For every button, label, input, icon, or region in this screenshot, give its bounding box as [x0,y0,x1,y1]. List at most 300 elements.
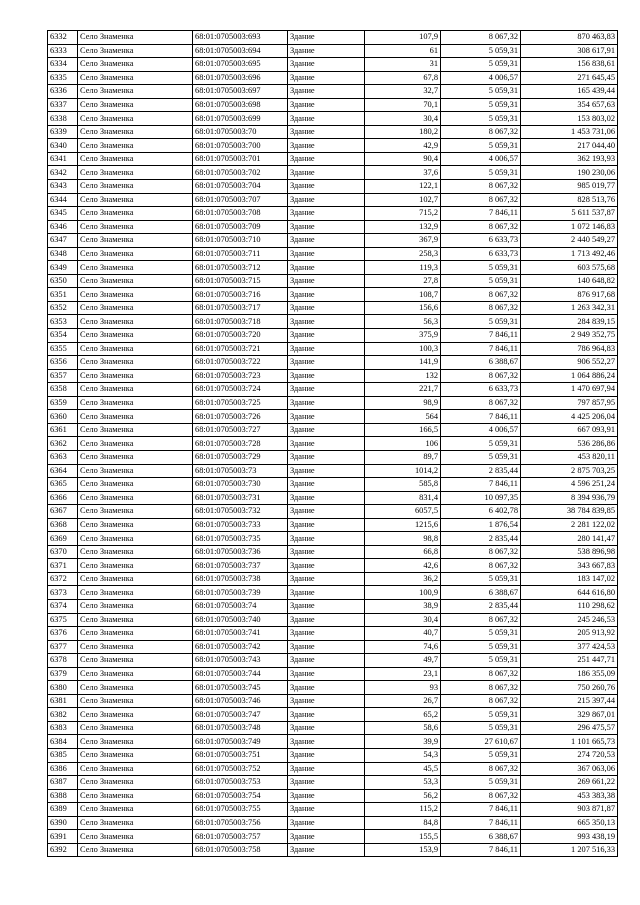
cell-specific-value: 6 633,73 [441,247,521,261]
cell-object-type: Здание [288,31,365,45]
table-row [48,505,618,519]
cell-cadastral-number: 68:01:0705003:758 [193,843,288,857]
cell-object-type: Здание [288,627,365,641]
cell-settlement: Село Знаменка [78,532,193,546]
cell-row-number: 6353 [48,315,78,329]
cell-cadastral-number: 68:01:0705003:717 [193,301,288,315]
cell-area: 100,3 [365,342,441,356]
cell-cadastral-value: 165 439,44 [521,85,618,99]
table-row [48,383,618,397]
table-row [48,193,618,207]
cell-cadastral-value: 296 475,57 [521,721,618,735]
cell-area: 156,6 [365,301,441,315]
cell-settlement: Село Знаменка [78,369,193,383]
cell-area: 98,9 [365,396,441,410]
cell-specific-value: 6 388,67 [441,830,521,844]
table-row [48,478,618,492]
cell-cadastral-value: 205 913,92 [521,627,618,641]
cell-specific-value: 6 633,73 [441,234,521,248]
cell-cadastral-number: 68:01:0705003:702 [193,166,288,180]
cell-cadastral-number: 68:01:0705003:696 [193,71,288,85]
cell-cadastral-value: 38 784 839,85 [521,505,618,519]
table-row [48,843,618,857]
cell-cadastral-number: 68:01:0705003:743 [193,654,288,668]
cell-specific-value: 5 059,31 [441,139,521,153]
cell-settlement: Село Знаменка [78,383,193,397]
cell-cadastral-number: 68:01:0705003:725 [193,396,288,410]
cell-area: 107,9 [365,31,441,45]
cell-cadastral-number: 68:01:0705003:749 [193,735,288,749]
cell-object-type: Здание [288,464,365,478]
cell-area: 102,7 [365,193,441,207]
cell-area: 70,1 [365,98,441,112]
table-row [48,532,618,546]
cell-specific-value: 8 067,32 [441,396,521,410]
cell-row-number: 6367 [48,505,78,519]
cell-settlement: Село Знаменка [78,748,193,762]
table-row [48,261,618,275]
cell-object-type: Здание [288,572,365,586]
cell-area: 65,2 [365,708,441,722]
cell-cadastral-value: 906 552,27 [521,356,618,370]
cell-object-type: Здание [288,152,365,166]
cell-cadastral-number: 68:01:0705003:697 [193,85,288,99]
cell-row-number: 6354 [48,329,78,343]
cell-area: 42,6 [365,559,441,573]
cell-cadastral-number: 68:01:0705003:721 [193,342,288,356]
cell-object-type: Здание [288,234,365,248]
cell-cadastral-number: 68:01:0705003:755 [193,803,288,817]
cell-object-type: Здание [288,762,365,776]
cell-settlement: Село Знаменка [78,207,193,221]
cell-row-number: 6333 [48,44,78,58]
cell-row-number: 6375 [48,613,78,627]
cell-row-number: 6335 [48,71,78,85]
cell-area: 715,2 [365,207,441,221]
cell-object-type: Здание [288,613,365,627]
cell-specific-value: 7 846,11 [441,410,521,424]
cell-area: 38,9 [365,599,441,613]
cell-object-type: Здание [288,681,365,695]
cell-cadastral-value: 1 263 342,31 [521,301,618,315]
cell-cadastral-number: 68:01:0705003:757 [193,830,288,844]
cell-row-number: 6338 [48,112,78,126]
cell-cadastral-value: 538 896,98 [521,545,618,559]
table-row [48,667,618,681]
cell-object-type: Здание [288,98,365,112]
cell-cadastral-value: 153 803,02 [521,112,618,126]
cell-row-number: 6377 [48,640,78,654]
table-row [48,518,618,532]
table-row [48,166,618,180]
cell-cadastral-value: 186 355,09 [521,667,618,681]
cell-cadastral-number: 68:01:0705003:715 [193,274,288,288]
table-row [48,613,618,627]
cell-area: 122,1 [365,180,441,194]
table-row [48,234,618,248]
cell-cadastral-number: 68:01:0705003:742 [193,640,288,654]
table-row [48,288,618,302]
cell-area: 27,8 [365,274,441,288]
cell-object-type: Здание [288,789,365,803]
cell-cadastral-value: 993 438,19 [521,830,618,844]
table-row [48,342,618,356]
cell-cadastral-value: 362 193,93 [521,152,618,166]
cell-row-number: 6371 [48,559,78,573]
cell-object-type: Здание [288,342,365,356]
cell-area: 56,2 [365,789,441,803]
cell-area: 89,7 [365,450,441,464]
cell-settlement: Село Знаменка [78,152,193,166]
cell-object-type: Здание [288,112,365,126]
cell-cadastral-value: 1 064 886,24 [521,369,618,383]
cell-area: 132 [365,369,441,383]
cell-cadastral-value: 2 875 703,25 [521,464,618,478]
cell-cadastral-value: 4 425 206,04 [521,410,618,424]
cell-cadastral-value: 140 648,82 [521,274,618,288]
cell-row-number: 6332 [48,31,78,45]
cell-row-number: 6339 [48,125,78,139]
cell-settlement: Село Знаменка [78,437,193,451]
cell-settlement: Село Знаменка [78,843,193,857]
cell-specific-value: 5 059,31 [441,654,521,668]
cell-cadastral-number: 68:01:0705003:710 [193,234,288,248]
cell-specific-value: 8 067,32 [441,301,521,315]
table-row [48,44,618,58]
cell-cadastral-value: 269 661,22 [521,776,618,790]
cell-specific-value: 5 059,31 [441,572,521,586]
cell-cadastral-value: 1 101 665,73 [521,735,618,749]
cell-specific-value: 8 067,32 [441,559,521,573]
cell-row-number: 6386 [48,762,78,776]
cell-row-number: 6365 [48,478,78,492]
cell-row-number: 6346 [48,220,78,234]
table-row [48,627,618,641]
cell-row-number: 6336 [48,85,78,99]
cell-object-type: Здание [288,315,365,329]
cell-object-type: Здание [288,261,365,275]
cell-area: 180,2 [365,125,441,139]
cell-specific-value: 7 846,11 [441,816,521,830]
cell-area: 166,5 [365,423,441,437]
cell-cadastral-value: 308 617,91 [521,44,618,58]
cell-row-number: 6358 [48,383,78,397]
cell-row-number: 6348 [48,247,78,261]
cell-cadastral-value: 2 281 122,02 [521,518,618,532]
cell-cadastral-value: 251 447,71 [521,654,618,668]
table-row [48,180,618,194]
cell-cadastral-number: 68:01:0705003:752 [193,762,288,776]
cell-row-number: 6376 [48,627,78,641]
cell-settlement: Село Знаменка [78,776,193,790]
cell-row-number: 6368 [48,518,78,532]
cell-area: 93 [365,681,441,695]
cell-settlement: Село Знаменка [78,450,193,464]
table-row [48,58,618,72]
cell-area: 141,9 [365,356,441,370]
cell-area: 90,4 [365,152,441,166]
cell-settlement: Село Знаменка [78,261,193,275]
cell-cadastral-number: 68:01:0705003:753 [193,776,288,790]
cell-row-number: 6347 [48,234,78,248]
cell-area: 39,9 [365,735,441,749]
cell-area: 26,7 [365,694,441,708]
cell-row-number: 6369 [48,532,78,546]
cell-specific-value: 7 846,11 [441,803,521,817]
cell-area: 153,9 [365,843,441,857]
cell-object-type: Здание [288,85,365,99]
cell-row-number: 6345 [48,207,78,221]
cell-row-number: 6385 [48,748,78,762]
cell-specific-value: 5 059,31 [441,112,521,126]
cell-row-number: 6370 [48,545,78,559]
cell-row-number: 6378 [48,654,78,668]
table-row [48,599,618,613]
cell-settlement: Село Знаменка [78,559,193,573]
table-row [48,98,618,112]
cell-settlement: Село Знаменка [78,613,193,627]
cell-settlement: Село Знаменка [78,410,193,424]
cell-specific-value: 5 059,31 [441,437,521,451]
cell-row-number: 6364 [48,464,78,478]
cell-cadastral-number: 68:01:0705003:747 [193,708,288,722]
cell-specific-value: 5 059,31 [441,85,521,99]
cell-settlement: Село Знаменка [78,586,193,600]
table-row [48,274,618,288]
cell-specific-value: 5 059,31 [441,627,521,641]
cell-settlement: Село Знаменка [78,681,193,695]
table-row [48,559,618,573]
cell-object-type: Здание [288,220,365,234]
table-row [48,410,618,424]
cell-settlement: Село Знаменка [78,721,193,735]
cell-cadastral-value: 5 611 537,87 [521,207,618,221]
cell-settlement: Село Знаменка [78,708,193,722]
cell-settlement: Село Знаменка [78,329,193,343]
cell-settlement: Село Знаменка [78,464,193,478]
table-row [48,708,618,722]
cell-settlement: Село Знаменка [78,166,193,180]
cell-specific-value: 7 846,11 [441,843,521,857]
cell-specific-value: 5 059,31 [441,748,521,762]
table-row [48,694,618,708]
cell-cadastral-number: 68:01:0705003:756 [193,816,288,830]
cell-cadastral-number: 68:01:0705003:727 [193,423,288,437]
cell-cadastral-number: 68:01:0705003:741 [193,627,288,641]
cell-specific-value: 8 067,32 [441,667,521,681]
cell-cadastral-value: 786 964,83 [521,342,618,356]
cell-row-number: 6387 [48,776,78,790]
cell-cadastral-value: 190 230,06 [521,166,618,180]
cell-settlement: Село Знаменка [78,31,193,45]
cell-area: 119,3 [365,261,441,275]
cell-object-type: Здание [288,654,365,668]
cell-area: 30,4 [365,112,441,126]
cell-settlement: Село Знаменка [78,762,193,776]
cell-object-type: Здание [288,640,365,654]
cell-row-number: 6350 [48,274,78,288]
cell-cadastral-number: 68:01:0705003:738 [193,572,288,586]
cell-cadastral-value: 8 394 936,79 [521,491,618,505]
cell-row-number: 6359 [48,396,78,410]
cell-specific-value: 8 067,32 [441,125,521,139]
cell-cadastral-value: 453 383,38 [521,789,618,803]
cell-row-number: 6349 [48,261,78,275]
cell-settlement: Село Знаменка [78,640,193,654]
cell-row-number: 6355 [48,342,78,356]
cell-area: 40,7 [365,627,441,641]
table-row [48,803,618,817]
cell-cadastral-value: 271 645,45 [521,71,618,85]
cell-settlement: Село Знаменка [78,599,193,613]
cell-cadastral-number: 68:01:0705003:754 [193,789,288,803]
cell-object-type: Здание [288,180,365,194]
cell-settlement: Село Знаменка [78,816,193,830]
cell-settlement: Село Знаменка [78,85,193,99]
cell-settlement: Село Знаменка [78,58,193,72]
cell-settlement: Село Знаменка [78,545,193,559]
cell-object-type: Здание [288,329,365,343]
cell-specific-value: 5 059,31 [441,315,521,329]
cell-area: 30,4 [365,613,441,627]
table-row [48,139,618,153]
cell-cadastral-number: 68:01:0705003:720 [193,329,288,343]
cell-settlement: Село Знаменка [78,830,193,844]
cell-cadastral-value: 644 616,80 [521,586,618,600]
cell-row-number: 6351 [48,288,78,302]
cell-row-number: 6379 [48,667,78,681]
cell-area: 98,8 [365,532,441,546]
cell-object-type: Здание [288,369,365,383]
cell-cadastral-number: 68:01:0705003:737 [193,559,288,573]
cell-object-type: Здание [288,843,365,857]
cell-cadastral-value: 667 093,91 [521,423,618,437]
cell-cadastral-value: 453 820,11 [521,450,618,464]
cell-cadastral-number: 68:01:0705003:722 [193,356,288,370]
table-row [48,816,618,830]
cell-cadastral-number: 68:01:0705003:711 [193,247,288,261]
table-body [48,31,618,857]
table-row [48,315,618,329]
cell-settlement: Село Знаменка [78,396,193,410]
cell-specific-value: 8 067,32 [441,220,521,234]
cell-cadastral-value: 665 350,13 [521,816,618,830]
cell-row-number: 6363 [48,450,78,464]
cell-object-type: Здание [288,396,365,410]
cell-cadastral-number: 68:01:0705003:699 [193,112,288,126]
cell-cadastral-value: 1 713 492,46 [521,247,618,261]
cell-specific-value: 5 059,31 [441,776,521,790]
cell-cadastral-value: 280 141,47 [521,532,618,546]
cell-cadastral-value: 1 072 146,83 [521,220,618,234]
cell-row-number: 6362 [48,437,78,451]
cell-object-type: Здание [288,518,365,532]
cell-settlement: Село Знаменка [78,44,193,58]
table-row [48,301,618,315]
cell-cadastral-value: 367 063,06 [521,762,618,776]
cell-row-number: 6381 [48,694,78,708]
cell-cadastral-value: 1 470 697,94 [521,383,618,397]
cell-specific-value: 6 402,78 [441,505,521,519]
table-row [48,572,618,586]
cell-settlement: Село Знаменка [78,654,193,668]
cell-cadastral-value: 870 463,83 [521,31,618,45]
cell-specific-value: 1 876,54 [441,518,521,532]
cell-cadastral-number: 68:01:0705003:736 [193,545,288,559]
cadastral-value-table [47,30,618,857]
cell-settlement: Село Знаменка [78,667,193,681]
cell-object-type: Здание [288,247,365,261]
cell-row-number: 6361 [48,423,78,437]
cell-specific-value: 2 835,44 [441,532,521,546]
cell-row-number: 6389 [48,803,78,817]
cell-cadastral-number: 68:01:0705003:728 [193,437,288,451]
cell-object-type: Здание [288,735,365,749]
cell-object-type: Здание [288,301,365,315]
cell-specific-value: 4 006,57 [441,423,521,437]
table-row [48,491,618,505]
cell-area: 132,9 [365,220,441,234]
cell-object-type: Здание [288,166,365,180]
cell-row-number: 6384 [48,735,78,749]
cell-cadastral-value: 274 720,53 [521,748,618,762]
cell-object-type: Здание [288,410,365,424]
cell-area: 258,3 [365,247,441,261]
cell-area: 58,6 [365,721,441,735]
cell-cadastral-value: 343 667,83 [521,559,618,573]
cell-row-number: 6383 [48,721,78,735]
table-row [48,423,618,437]
cell-area: 1014,2 [365,464,441,478]
cell-settlement: Село Знаменка [78,98,193,112]
cell-object-type: Здание [288,694,365,708]
cell-specific-value: 7 846,11 [441,329,521,343]
cell-cadastral-value: 797 857,95 [521,396,618,410]
cell-specific-value: 7 846,11 [441,342,521,356]
cell-row-number: 6380 [48,681,78,695]
table-row [48,437,618,451]
cell-cadastral-number: 68:01:0705003:729 [193,450,288,464]
cell-specific-value: 8 067,32 [441,193,521,207]
cell-settlement: Село Знаменка [78,315,193,329]
cell-cadastral-number: 68:01:0705003:726 [193,410,288,424]
table-row [48,464,618,478]
cell-cadastral-value: 377 424,53 [521,640,618,654]
cell-object-type: Здание [288,207,365,221]
table-row [48,721,618,735]
cell-area: 6057,5 [365,505,441,519]
cell-object-type: Здание [288,58,365,72]
cell-area: 67,8 [365,71,441,85]
cell-row-number: 6342 [48,166,78,180]
cell-specific-value: 8 067,32 [441,613,521,627]
cell-cadastral-value: 985 019,77 [521,180,618,194]
cell-cadastral-number: 68:01:0705003:716 [193,288,288,302]
cell-cadastral-value: 110 298,62 [521,599,618,613]
cell-cadastral-value: 1 207 516,33 [521,843,618,857]
table-row [48,450,618,464]
cell-specific-value: 6 388,67 [441,356,521,370]
cell-area: 564 [365,410,441,424]
cell-row-number: 6352 [48,301,78,315]
cell-settlement: Село Знаменка [78,220,193,234]
table-row [48,762,618,776]
cell-settlement: Село Знаменка [78,247,193,261]
cell-row-number: 6344 [48,193,78,207]
cell-object-type: Здание [288,667,365,681]
cell-specific-value: 5 059,31 [441,274,521,288]
cell-object-type: Здание [288,356,365,370]
